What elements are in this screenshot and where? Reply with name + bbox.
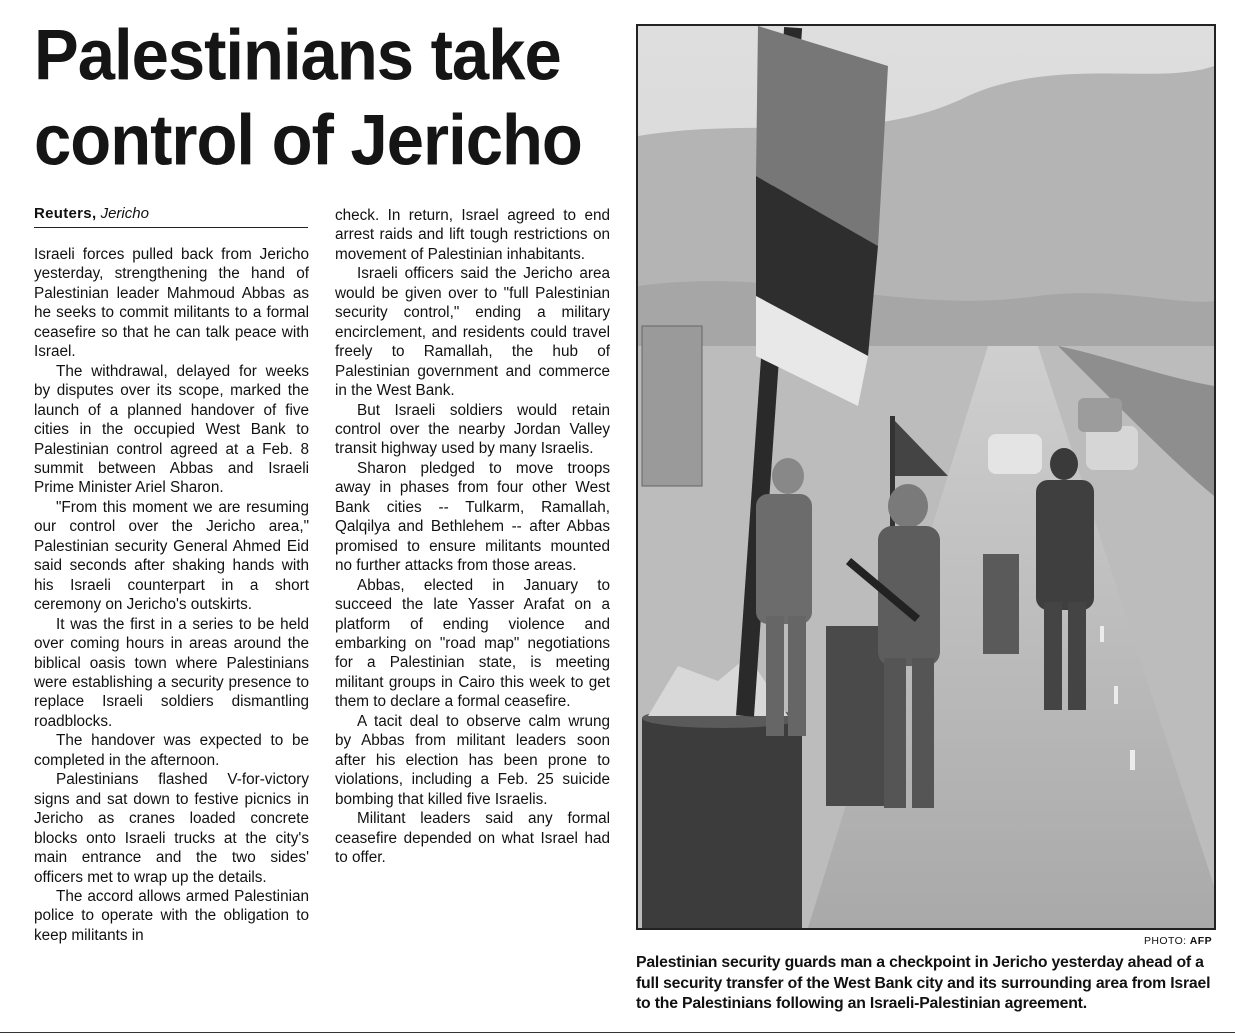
paragraph: Palestinians flashed V-for-victory signs and sat down to festive picnics in Jericho as cranes loaded concrete blocks onto Israeli trucks at the city's main entrance and the two sides' officers met to wrap up the details.: [34, 771, 309, 886]
paragraph: Militant leaders said any formal ceasefire depended on what Israel had to offer.: [335, 810, 610, 866]
barrel-front: [642, 718, 802, 928]
byline-location: Jericho: [100, 205, 149, 222]
paragraph: Israeli officers said the Jericho area would be given over to "full Palestinian security control," ending a military encirclement, and residents could travel freely to Ramallah, the hub of Palestinian government and commerce in the West Bank.: [335, 265, 610, 400]
paragraph: Sharon pledged to move troops away in phases from four other West Bank cities -- Tulkarm, Ramallah, Qalqilya and Bethlehem -- after Abbas promised to ensure militants mounted no further attacks from those areas.: [335, 459, 610, 575]
paragraph: The withdrawal, delayed for weeks by disputes over its scope, marked the launch of a planned handover of five cities in the occupied West Bank to Palestinian control agreed at a Feb. 8 summit between Abbas and Israeli Prime Minister Ariel Sharon.: [34, 362, 309, 497]
photo-credit: [1100, 935, 1212, 947]
paragraph: Israeli forces pulled back from Jericho yesterday, strengthening the hand of Palestinian leader Mahmoud Abbas as he seeks to commit militants to a formal ceasefire so that he can talk peace with Israel.: [34, 246, 309, 361]
article-column-1: [34, 245, 309, 945]
byline-agency: Reuters,: [34, 205, 97, 222]
billboard: [642, 326, 702, 486]
paragraph: The handover was expected to be completed in the afternoon.: [34, 732, 309, 769]
byline: [34, 205, 308, 228]
checkpoint-photo-illustration: [638, 26, 1214, 928]
paragraph: The accord allows armed Palestinian police to operate with the obligation to keep militants in: [34, 887, 309, 944]
news-photo: [636, 24, 1216, 930]
headline: Palestinians take control of Jericho: [34, 16, 582, 181]
barrel-back: [983, 554, 1019, 654]
photo-credit-label: PHOTO:: [1144, 935, 1187, 947]
bottom-rule: [0, 1032, 1235, 1033]
paragraph: "From this moment we are resuming our control over the Jericho area," Palestinian security General Ahmed Eid said seconds after shaking hands with his Israeli counterpart in a short ceremony on Jericho's outskirts.: [34, 498, 309, 614]
paragraph: But Israeli soldiers would retain control over the nearby Jordan Valley transit highway used by many Israelis.: [335, 401, 610, 458]
paragraph: check. In return, Israel agreed to end arrest raids and lift tough restrictions on movement of Palestinian inhabitants.: [335, 207, 610, 263]
paragraph: A tacit deal to observe calm wrung by Abbas from militant leaders soon after his election has been prone to violations, including a Feb. 25 suicide bombing that killed five Israelis.: [335, 712, 610, 808]
photo-caption: Palestinian security guards man a checkpoint in Jericho yesterday ahead of a full security transfer of the West Bank city and its surrounding area from Israel to the Palestinians following an Israeli-Palestinian agreement.: [636, 954, 1211, 1012]
photo-credit-source: AFP: [1189, 935, 1212, 947]
paragraph: Abbas, elected in January to succeed the late Yasser Arafat on a platform of ending violence and embarking on "road map" negotiations for a Palestinian state, is meeting militant groups in Cairo this week to get them to declare a formal ceasefire.: [335, 576, 610, 711]
paragraph: It was the first in a series to be held over coming hours in areas around the biblical oasis town where Palestinians were establishing a security presence to replace Israeli soldiers dismantling roadblocks.: [34, 615, 309, 730]
article-column-2: [335, 206, 610, 867]
